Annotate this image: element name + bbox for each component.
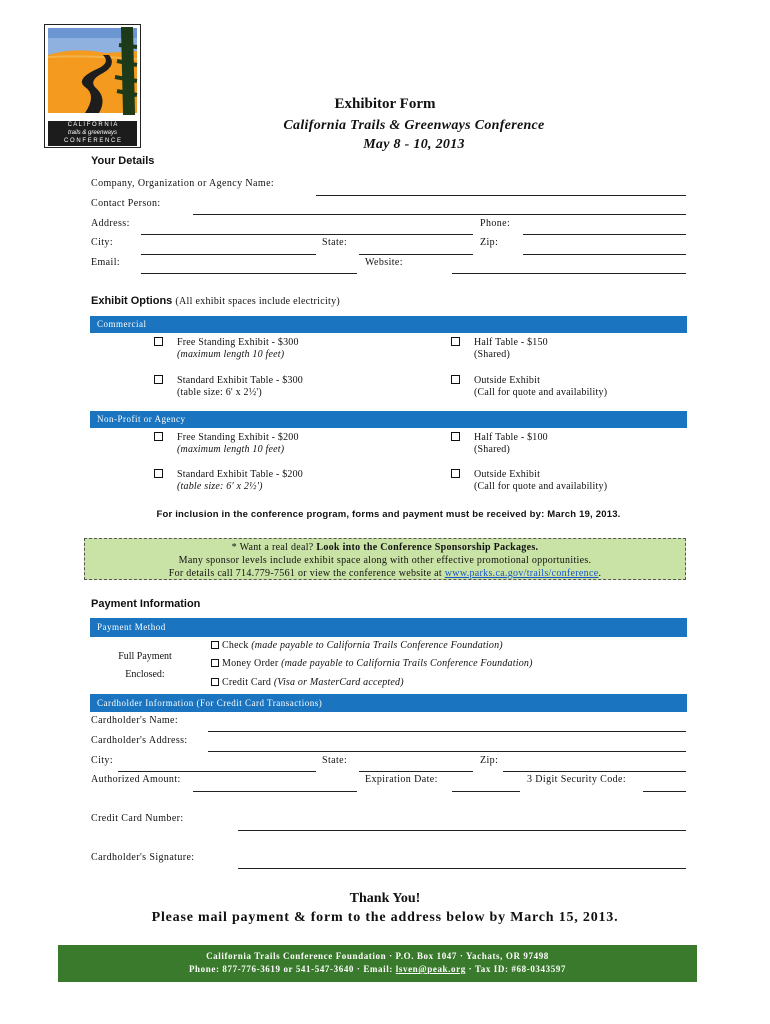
commercial-label: Commercial [97, 319, 147, 329]
authorized-amount-field[interactable] [193, 791, 357, 792]
payment-state-label: State: [322, 755, 348, 766]
address-label: Address: [91, 218, 130, 229]
cardholder-bar [90, 694, 687, 712]
contact-label: Contact Person: [91, 198, 161, 209]
card-number-field[interactable] [238, 830, 686, 831]
zip-field[interactable] [523, 254, 686, 255]
commercial-standard-table-option: Standard Exhibit Table - $300 (table size: 6' x 2½') [177, 375, 304, 398]
cardholder-address-field[interactable] [208, 751, 686, 752]
commercial-half-table-option: Half Table - $150 (Shared) [474, 337, 548, 360]
phone-label: Phone: [480, 218, 511, 229]
deal-line1: * Want a real deal? Look into the Conference Sponsorship Packages. [231, 542, 539, 553]
payment-method-bar [90, 618, 687, 637]
nonprofit-label: Non-Profit or Agency [97, 414, 186, 424]
logo-line2: trails & greenways [67, 130, 118, 136]
logo-line1: C A L I F O R N I A [67, 122, 118, 128]
nonprofit-standard-table-option: Standard Exhibit Table - $200 (table size: 6' x 2½') [177, 469, 304, 492]
website-label: Website: [365, 257, 403, 268]
email-label: Email: [91, 257, 121, 268]
nonprofit-free-standing-option: Free Standing Exhibit - $200 (maximum length 10 feet) [177, 432, 299, 455]
credit-card-option: Credit Card (Visa or MasterCard accepted) [211, 677, 404, 689]
company-field[interactable] [316, 195, 686, 196]
expiration-label: Expiration Date: [365, 774, 438, 785]
company-label: Company, Organization or Agency Name: [91, 178, 275, 189]
payment-city-field[interactable] [118, 771, 316, 772]
commercial-free-standing-checkbox[interactable] [154, 337, 163, 346]
signature-label: Cardholder's Signature: [91, 852, 195, 863]
conference-name: California Trails & Greenways Conference [283, 118, 545, 133]
security-code-label: 3 Digit Security Code: [527, 774, 627, 785]
deadline-notice: For inclusion in the conference program, forms and payment must be received by: March 19, 2013. [156, 509, 621, 520]
sponsorship-box [84, 538, 686, 580]
commercial-standard-table-checkbox[interactable] [154, 375, 163, 384]
commercial-free-standing-option: Free Standing Exhibit - $300 (maximum length 10 feet) [177, 337, 299, 360]
phone-field[interactable] [523, 234, 686, 235]
card-number-label: Credit Card Number: [91, 813, 184, 824]
cardholder-bar-label: Cardholder Information (For Credit Card Transactions) [97, 698, 323, 708]
money-order-option: Money Order (made payable to California Trails Conference Foundation) [211, 658, 533, 670]
nonprofit-outside-checkbox[interactable] [451, 469, 460, 478]
payment-heading: Payment Information [91, 598, 201, 610]
email-field[interactable] [141, 273, 357, 274]
state-label: State: [322, 237, 348, 248]
nonprofit-outside-option: Outside Exhibit (Call for quote and availability) [474, 469, 608, 492]
exhibit-note: (All exhibit spaces include electricity) [175, 296, 341, 307]
cardholder-name-field[interactable] [208, 731, 686, 732]
website-field[interactable] [452, 273, 686, 274]
full-payment-label: Full Payment Enclosed: [118, 651, 172, 680]
details-heading: Your Details [91, 155, 155, 167]
conference-website-link[interactable]: www.parks.ca.gov/trails/conference [444, 568, 599, 579]
payment-method-label: Payment Method [97, 622, 166, 632]
conference-dates: May 8 - 10, 2013 [363, 137, 465, 152]
nonprofit-free-standing-checkbox[interactable] [154, 432, 163, 441]
footer-contact: Phone: 877-776-3619 or 541-547-3640 · Email: lsven@peak.org · Tax ID: #68-0343597 [188, 964, 567, 974]
exhibit-heading-row [91, 295, 340, 307]
deal-line2: Many sponsor levels include exhibit space along with other effective promotional opportunities. [178, 555, 592, 566]
zip-label: Zip: [480, 237, 499, 248]
check-option: Check (made payable to California Trails Conference Foundation) [211, 640, 503, 652]
expiration-field[interactable] [452, 791, 520, 792]
cardholder-name-label: Cardholder's Name: [91, 715, 179, 726]
nonprofit-standard-table-checkbox[interactable] [154, 469, 163, 478]
security-code-field[interactable] [643, 791, 686, 792]
commercial-half-table-checkbox[interactable] [451, 337, 460, 346]
mail-instruction: Please mail payment & form to the address below by March 15, 2013. [151, 910, 619, 925]
payment-zip-field[interactable] [503, 771, 686, 772]
city-field[interactable] [141, 254, 316, 255]
address-field[interactable] [141, 234, 473, 235]
form-title: Exhibitor Form [334, 96, 436, 112]
credit-card-checkbox[interactable] [211, 678, 219, 686]
state-field[interactable] [359, 254, 473, 255]
money-order-checkbox[interactable] [211, 659, 219, 667]
commercial-bar [90, 316, 687, 333]
nonprofit-half-table-checkbox[interactable] [451, 432, 460, 441]
commercial-outside-option: Outside Exhibit (Call for quote and availability) [474, 375, 608, 398]
commercial-outside-checkbox[interactable] [451, 375, 460, 384]
footer-email-link[interactable]: lsven@peak.org [395, 964, 466, 974]
authorized-amount-label: Authorized Amount: [91, 774, 181, 785]
logo-line3: C O N F E R E N C E [63, 138, 121, 144]
check-checkbox[interactable] [211, 641, 219, 649]
contact-field[interactable] [193, 214, 686, 215]
thank-you: Thank You! [349, 891, 421, 906]
payment-state-field[interactable] [359, 771, 473, 772]
city-label: City: [91, 237, 114, 248]
nonprofit-half-table-option: Half Table - $100 (Shared) [474, 432, 548, 455]
cardholder-address-label: Cardholder's Address: [91, 735, 188, 746]
nonprofit-bar [90, 411, 687, 428]
footer-bar [58, 945, 697, 982]
deal-line3: For details call 714.779-7561 or view the conference website at www.parks.ca.gov/trails/conference. [168, 568, 602, 579]
exhibit-heading: Exhibit Options [91, 295, 173, 307]
payment-city-label: City: [91, 755, 114, 766]
footer-address: California Trails Conference Foundation · P.O. Box 1047 · Yachats, OR 97498 [206, 951, 549, 961]
payment-zip-label: Zip: [480, 755, 499, 766]
signature-field[interactable] [238, 868, 686, 869]
